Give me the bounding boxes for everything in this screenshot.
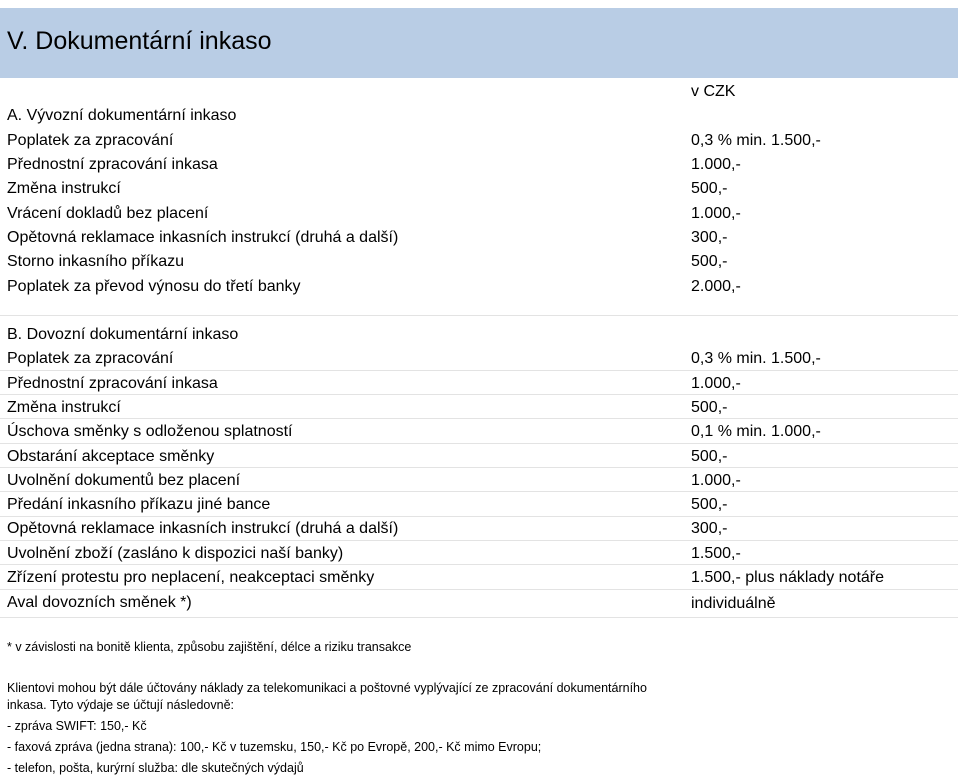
- section-a-row-label: Opětovná reklamace inkasních instrukcí (druhá a další): [7, 229, 399, 246]
- section-b-row-label: Aval dovozních směnek *): [7, 594, 192, 611]
- section-a-row-value: 2.000,-: [691, 278, 741, 295]
- section-b-row-label: Poplatek za zpracování: [7, 350, 174, 367]
- section-b-row-label: Předání inkasního příkazu jiné bance: [7, 496, 271, 513]
- notes-line: Klientovi mohou být dále účtovány náklady za telekomunikaci a poštovné vyplývající ze zpracování dokumentárního: [7, 681, 647, 695]
- row-divider: [0, 394, 958, 395]
- section-a-row-label: Změna instrukcí: [7, 180, 121, 197]
- row-divider: [0, 467, 958, 468]
- page-title: V. Dokumentární inkaso: [7, 27, 272, 55]
- section-b-row-label: Uvolnění dokumentů bez placení: [7, 472, 241, 489]
- row-divider: [0, 418, 958, 419]
- row-divider: [0, 564, 958, 565]
- section-b-row-value: individuálně: [691, 595, 776, 612]
- row-divider: [0, 540, 958, 541]
- notes-line: inkasa. Tyto výdaje se účtují následovně:: [7, 698, 234, 712]
- section-b-row-label: Zřízení protestu pro neplacení, neakceptaci směnky: [7, 569, 375, 586]
- section-a-row-label: Vrácení dokladů bez placení: [7, 205, 209, 222]
- section-a-row-value: 0,3 % min. 1.500,-: [691, 132, 821, 149]
- section-b-row-label: Přednostní zpracování inkasa: [7, 375, 218, 392]
- footnote: * v závislosti na bonitě klienta, způsobu zajištění, délce a riziku transakce: [7, 640, 412, 654]
- section-a-row-label: Přednostní zpracování inkasa: [7, 156, 218, 173]
- section-b-row-value: 500,-: [691, 448, 728, 465]
- section-b-row-value: 1.000,-: [691, 472, 741, 489]
- row-divider: [0, 491, 958, 492]
- row-divider: [0, 370, 958, 371]
- section-b-row-value: 0,1 % min. 1.000,-: [691, 423, 821, 440]
- currency-label: v CZK: [691, 83, 736, 100]
- section-b-row-value: 500,-: [691, 399, 728, 416]
- section-b-row-value: 1.000,-: [691, 375, 741, 392]
- section-a-row-value: 300,-: [691, 229, 728, 246]
- section-b-row-value: 1.500,- plus náklady notáře: [691, 569, 885, 586]
- section-b-row-label: Obstarání akceptace směnky: [7, 448, 215, 465]
- row-divider: [0, 516, 958, 517]
- row-divider: [0, 617, 958, 618]
- notes-item: - zpráva SWIFT: 150,- Kč: [7, 719, 147, 733]
- section-a-heading: A. Vývozní dokumentární inkaso: [7, 107, 237, 124]
- section-a-row-label: Storno inkasního příkazu: [7, 253, 184, 270]
- section-b-row-label: Úschova směnky s odloženou splatností: [7, 423, 293, 440]
- section-b-row-label: Uvolnění zboží (zasláno k dispozici naší banky): [7, 545, 344, 562]
- row-divider: [0, 589, 958, 590]
- notes-item: - faxová zpráva (jedna strana): 100,- Kč v tuzemsku, 150,- Kč po Evropě, 200,- Kč mimo Evropu;: [7, 740, 542, 754]
- section-b-heading: B. Dovozní dokumentární inkaso: [7, 326, 239, 343]
- section-b-row-label: Změna instrukcí: [7, 399, 121, 416]
- section-a-row-value: 500,-: [691, 180, 728, 197]
- section-b-row-value: 500,-: [691, 496, 728, 513]
- notes-item: - telefon, pošta, kurýrní služba: dle skutečných výdajů: [7, 761, 304, 775]
- section-b-row-value: 1.500,-: [691, 545, 741, 562]
- section-a-row-value: 1.000,-: [691, 156, 741, 173]
- row-divider: [0, 443, 958, 444]
- section-b-row-label: Opětovná reklamace inkasních instrukcí (druhá a další): [7, 520, 399, 537]
- divider: [0, 315, 958, 316]
- section-a-row-value: 1.000,-: [691, 205, 741, 222]
- section-a-row-label: Poplatek za převod výnosu do třetí banky: [7, 278, 301, 295]
- section-a-row-label: Poplatek za zpracování: [7, 132, 174, 149]
- section-b-row-value: 300,-: [691, 520, 728, 537]
- section-b-row-value: 0,3 % min. 1.500,-: [691, 350, 821, 367]
- section-a-row-value: 500,-: [691, 253, 728, 270]
